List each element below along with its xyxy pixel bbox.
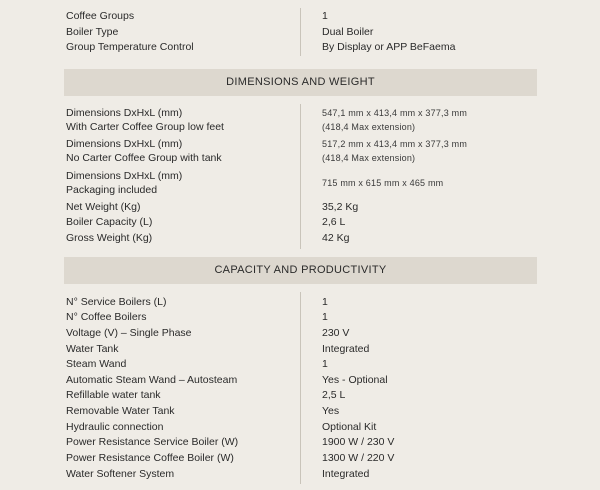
spec-label: Steam Wand [66,358,127,370]
dimension-label [66,169,291,197]
spec-label: Net Weight (Kg) [66,201,141,213]
spec-value: 2,5 L [322,389,346,401]
spec-label: N° Coffee Boilers [66,311,147,323]
dimension-value-line1: 715 mm x 615 mm x 465 mm [322,178,444,188]
spec-value: 1 [322,10,328,22]
spec-label: Gross Weight (Kg) [66,232,153,244]
dimension-value-line2: (418,4 Max extension) [322,122,416,132]
column-divider-capacity [300,292,301,484]
spec-value: Dual Boiler [322,26,374,38]
spec-label: Automatic Steam Wand – Autosteam [66,374,238,386]
spec-value: Integrated [322,343,370,355]
spec-label: Removable Water Tank [66,405,175,417]
section-header-dimensions: DIMENSIONS AND WEIGHT [64,69,537,96]
dimension-value [322,106,562,134]
spec-label: Water Softener System [66,468,175,480]
dimension-value [322,137,562,165]
spec-label: Voltage (V) – Single Phase [66,327,192,339]
spec-label: Power Resistance Coffee Boiler (W) [66,452,234,464]
spec-label: Power Resistance Service Boiler (W) [66,436,239,448]
spec-value: 35,2 Kg [322,201,359,213]
spec-value: Yes - Optional [322,374,388,386]
spec-label: Refillable water tank [66,389,161,401]
spec-value: 1 [322,311,328,323]
dimension-row [0,169,600,199]
spec-label: Water Tank [66,343,119,355]
spec-label: N° Service Boilers (L) [66,296,167,308]
dimension-label-line2: With Carter Coffee Group low feet [66,121,224,133]
dimension-label-line1: Dimensions DxHxL (mm) [66,170,183,182]
spec-label: Hydraulic connection [66,421,164,433]
dimension-row [0,137,600,167]
dimension-value-line1: 547,1 mm x 413,4 mm x 377,3 mm [322,108,468,118]
spec-value: 1 [322,358,328,370]
dimension-label [66,137,291,165]
dimension-label-line2: Packaging included [66,184,158,196]
spec-label: Coffee Groups [66,10,135,22]
dimension-label [66,106,291,134]
spec-value: 1300 W / 220 V [322,452,395,464]
column-divider-top [300,8,301,56]
dimension-row [0,106,600,136]
spec-value: 42 Kg [322,232,350,244]
spec-value: 1 [322,296,328,308]
spec-label: Boiler Capacity (L) [66,216,153,228]
spec-label: Group Temperature Control [66,41,194,53]
dimension-label-line1: Dimensions DxHxL (mm) [66,107,183,119]
spec-value: 2,6 L [322,216,346,228]
section-header-capacity: CAPACITY AND PRODUCTIVITY [64,257,537,284]
dimension-label-line2: No Carter Coffee Group with tank [66,152,222,164]
spec-value: By Display or APP BeFaema [322,41,456,53]
spec-value: 230 V [322,327,350,339]
dimension-value [322,176,562,191]
dimension-value-line2: (418,4 Max extension) [322,153,416,163]
dimension-label-line1: Dimensions DxHxL (mm) [66,138,183,150]
spec-value: Optional Kit [322,421,377,433]
spec-value: 1900 W / 230 V [322,436,395,448]
spec-label: Boiler Type [66,26,119,38]
dimension-value-line1: 517,2 mm x 413,4 mm x 377,3 mm [322,139,468,149]
spec-value: Yes [322,405,340,417]
spec-value: Integrated [322,468,370,480]
